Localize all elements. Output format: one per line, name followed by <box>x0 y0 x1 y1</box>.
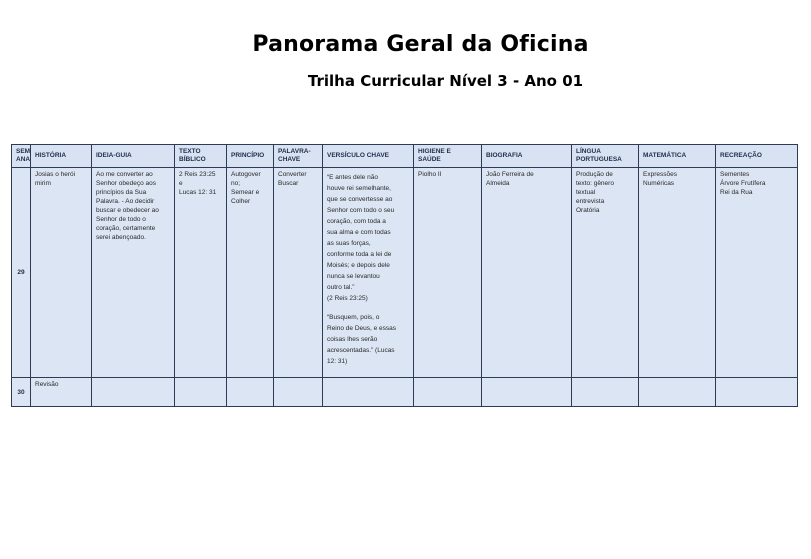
header-biografia: BIOGRAFIA <box>482 145 572 168</box>
header-texto-line1: TEXTO <box>179 148 201 155</box>
cell-palavra-chave <box>274 168 323 378</box>
week-number: 30 <box>12 378 31 407</box>
text-line: texto: gênero <box>576 180 614 187</box>
text-line: Colher <box>231 198 251 205</box>
cell-biografia <box>482 168 572 378</box>
cell-recreacao <box>716 168 798 378</box>
text-line: que se convertesse ao <box>327 196 393 203</box>
header-palavra-line2: CHAVE <box>278 156 301 163</box>
header-semana-line2: ANA <box>16 156 31 163</box>
text-line: Senhor obedeço aos <box>96 180 156 187</box>
verse-paragraph-2 <box>327 312 409 367</box>
text-line: textual <box>576 189 596 196</box>
text-line: Lucas 12: 31 <box>179 189 217 196</box>
cell-recreacao <box>716 378 798 407</box>
cell-ideia-guia <box>92 378 175 407</box>
header-ideia-guia: IDEIA-GUIA <box>92 145 175 168</box>
text-line: Expressões <box>643 171 677 178</box>
text-line: Autogover <box>231 171 261 178</box>
header-lingua-line2: PORTUGUESA <box>576 156 622 163</box>
header-texto-line2: BÍBLICO <box>179 156 206 163</box>
header-matematica: MATEMÁTICA <box>639 145 716 168</box>
cell-historia: Revisão <box>31 378 92 407</box>
cell-matematica <box>639 168 716 378</box>
header-higiene-line2: SAÚDE <box>418 156 441 163</box>
header-versiculo-chave: VERSÍCULO CHAVE <box>323 145 414 168</box>
text-line: acrescentadas.” (Lucas <box>327 347 395 354</box>
text-line: houve rei semelhante, <box>327 185 391 192</box>
text-line: Senhor de todo o <box>96 216 146 223</box>
subtitle-wrapper <box>0 72 811 90</box>
text-line: serei abençoado. <box>96 234 146 241</box>
text-line: 2 Reis 23:25 <box>179 171 216 178</box>
cell-texto-biblico <box>175 168 227 378</box>
cell-versiculo-chave <box>323 378 414 407</box>
text-line: Ao me converter ao <box>96 171 153 178</box>
text-line: Árvore Frutífera <box>720 180 766 187</box>
text-line: coração, com toda a <box>327 218 386 225</box>
header-semana <box>12 145 31 168</box>
cell-lingua-portuguesa <box>572 168 639 378</box>
page-subtitle: Trilha Curricular Nível 3 - Ano 01 <box>307 72 584 90</box>
header-semana-line1: SEM <box>16 148 31 155</box>
header-palavra-line1: PALAVRA- <box>278 148 311 155</box>
title-wrapper <box>0 32 811 57</box>
text-line: entrevista <box>576 198 605 205</box>
cell-higiene-saude: Piolho II <box>414 168 482 378</box>
text-line: Converter <box>278 171 307 178</box>
text-line: Sementes <box>720 171 750 178</box>
text-line: Senhor com todo o seu <box>327 207 395 214</box>
text-line: coisas lhes serão <box>327 336 378 343</box>
header-lingua-line1: LÍNGUA <box>576 148 601 155</box>
header-palavra-chave <box>274 145 323 168</box>
text-line: Reino de Deus, e essas <box>327 325 397 332</box>
cell-principio <box>227 168 274 378</box>
text-line: e <box>179 180 183 187</box>
cell-ideia-guia <box>92 168 175 378</box>
table-row <box>12 378 798 407</box>
week-number: 29 <box>12 168 31 378</box>
header-higiene-saude <box>414 145 482 168</box>
cell-higiene-saude <box>414 378 482 407</box>
verse-paragraph-1 <box>327 172 409 304</box>
text-line: nunca se levantou <box>327 273 380 280</box>
text-line: Semear e <box>231 189 260 196</box>
text-line: (2 Reis 23:25) <box>327 295 368 302</box>
text-line: princípios da Sua <box>96 189 147 196</box>
header-principio: PRINCÍPIO <box>227 145 274 168</box>
cell-palavra-chave <box>274 378 323 407</box>
cell-lingua-portuguesa <box>572 378 639 407</box>
curriculum-table <box>11 144 798 407</box>
text-line: “E antes dele não <box>327 174 378 181</box>
header-historia: HISTÓRIA <box>31 145 92 168</box>
header-higiene-line1: HIGIENE E <box>418 148 451 155</box>
text-line: buscar e obedecer ao <box>96 207 159 214</box>
header-recreacao: RECREAÇÃO <box>716 145 798 168</box>
cell-versiculo-chave <box>323 168 414 378</box>
header-row <box>12 145 798 168</box>
header-lingua-portuguesa <box>572 145 639 168</box>
text-line: João Ferreira de <box>486 171 534 178</box>
header-texto-biblico <box>175 145 227 168</box>
text-line: mirim <box>35 180 51 187</box>
cell-historia <box>31 168 92 378</box>
page-title: Panorama Geral da Oficina <box>252 32 589 57</box>
cell-biografia <box>482 378 572 407</box>
text-line: “Busquem, pois, o <box>327 314 380 321</box>
cell-matematica <box>639 378 716 407</box>
text-line: Palavra. - Ao decidir <box>96 198 155 205</box>
cell-texto-biblico <box>175 378 227 407</box>
text-line: no; <box>231 180 241 187</box>
text-line: Josias o herói <box>35 171 76 178</box>
text-line: Moisés; e depois dele <box>327 262 390 269</box>
text-line: Oratória <box>576 207 600 214</box>
text-line: 12: 31) <box>327 358 348 365</box>
text-line: Numéricas <box>643 180 675 187</box>
text-line: coração, certamente <box>96 225 156 232</box>
text-line: Rei da Rua <box>720 189 753 196</box>
text-line: outro tal.” <box>327 284 355 291</box>
text-line: sua alma e com todas <box>327 229 391 236</box>
table-row <box>12 168 798 378</box>
text-line: Almeida <box>486 180 510 187</box>
text-line: conforme toda a lei de <box>327 251 392 258</box>
text-line: Buscar <box>278 180 299 187</box>
text-line: Produção de <box>576 171 613 178</box>
cell-principio <box>227 378 274 407</box>
text-line: as suas forças, <box>327 240 371 247</box>
